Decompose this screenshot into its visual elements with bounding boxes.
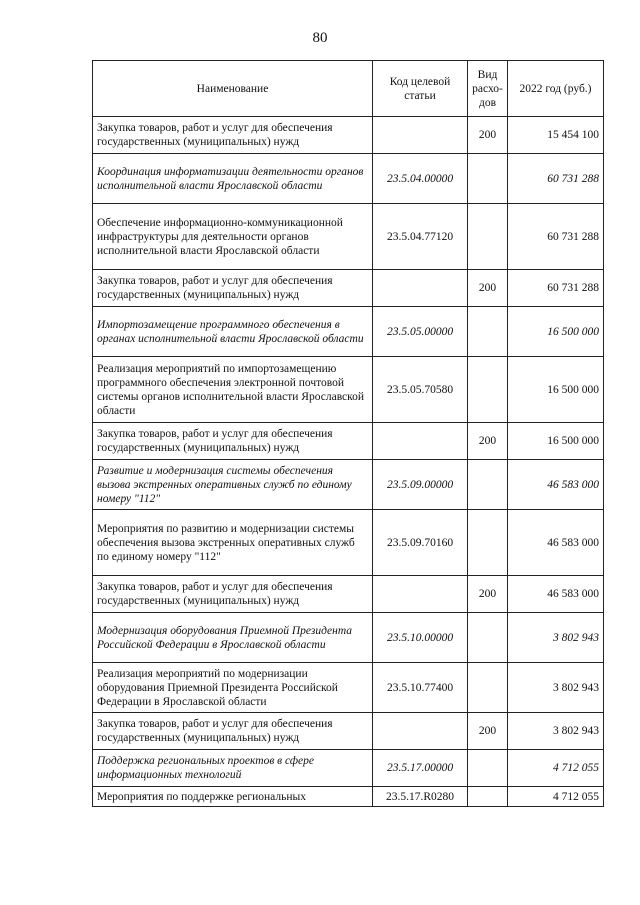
- table-row: [93, 307, 604, 357]
- row-code-cell: 23.5.10.77400: [373, 663, 468, 713]
- row-amount-cell: 16 500 000: [508, 307, 604, 357]
- table-row: [93, 750, 604, 787]
- row-type-cell: 200: [468, 576, 508, 613]
- table-row: [93, 423, 604, 460]
- row-type-cell: [468, 307, 508, 357]
- row-type-cell: 200: [468, 713, 508, 750]
- row-type-cell: [468, 510, 508, 576]
- row-type-cell: 200: [468, 117, 508, 154]
- row-code-cell: 23.5.09.70160: [373, 510, 468, 576]
- row-code-cell: 23.5.05.00000: [373, 307, 468, 357]
- row-amount-cell: 4 712 055: [508, 787, 604, 807]
- row-amount-cell: 3 802 943: [508, 663, 604, 713]
- row-code-cell: 23.5.04.00000: [373, 154, 468, 204]
- table-row: [93, 357, 604, 423]
- row-code-cell: 23.5.05.70580: [373, 357, 468, 423]
- row-name-cell: Реализация мероприятий по импортозамещению программного обеспечения электронной почтовой системы органов исполнительной власти Ярославской области: [93, 357, 373, 423]
- row-name-cell: Обеспечение информационно-коммуникационной инфраструктуры для деятельности органов исполнительной власти Ярославской области: [93, 204, 373, 270]
- table-row: [93, 117, 604, 154]
- row-name-cell: Закупка товаров, работ и услуг для обеспечения государственных (муниципальных) нужд: [93, 423, 373, 460]
- row-amount-cell: 46 583 000: [508, 576, 604, 613]
- row-type-cell: 200: [468, 270, 508, 307]
- row-name-cell: Реализация мероприятий по модернизации оборудования Приемной Президента Российской Федерации в Ярославской области: [93, 663, 373, 713]
- table-row: [93, 460, 604, 510]
- row-type-cell: [468, 154, 508, 204]
- row-code-cell: [373, 270, 468, 307]
- row-amount-cell: 46 583 000: [508, 460, 604, 510]
- row-code-cell: 23.5.04.77120: [373, 204, 468, 270]
- row-type-cell: 200: [468, 423, 508, 460]
- header-code: Код целевой статьи: [373, 61, 468, 117]
- row-amount-cell: 16 500 000: [508, 423, 604, 460]
- row-name-cell: Развитие и модернизация системы обеспечения вызова экстренных оперативных служб по единому номеру "112": [93, 460, 373, 510]
- row-code-cell: [373, 423, 468, 460]
- row-type-cell: [468, 750, 508, 787]
- row-amount-cell: 60 731 288: [508, 154, 604, 204]
- row-type-cell: [468, 787, 508, 807]
- table-row: [93, 787, 604, 807]
- row-type-cell: [468, 663, 508, 713]
- row-amount-cell: 16 500 000: [508, 357, 604, 423]
- row-amount-cell: 3 802 943: [508, 713, 604, 750]
- row-code-cell: 23.5.10.00000: [373, 613, 468, 663]
- row-code-cell: 23.5.17.R0280: [373, 787, 468, 807]
- row-name-cell: Закупка товаров, работ и услуг для обеспечения государственных (муниципальных) нужд: [93, 713, 373, 750]
- table-row: [93, 713, 604, 750]
- row-code-cell: 23.5.17.00000: [373, 750, 468, 787]
- row-code-cell: [373, 713, 468, 750]
- budget-table: [92, 60, 604, 807]
- table-header-row: [93, 61, 604, 117]
- table-row: [93, 576, 604, 613]
- row-type-cell: [468, 613, 508, 663]
- row-name-cell: Закупка товаров, работ и услуг для обеспечения государственных (муниципальных) нужд: [93, 576, 373, 613]
- row-name-cell: Координация информатизации деятельности органов исполнительной власти Ярославской области: [93, 154, 373, 204]
- row-amount-cell: 60 731 288: [508, 270, 604, 307]
- header-name: Наименование: [93, 61, 373, 117]
- row-code-cell: [373, 576, 468, 613]
- row-amount-cell: 15 454 100: [508, 117, 604, 154]
- row-type-cell: [468, 357, 508, 423]
- row-amount-cell: 4 712 055: [508, 750, 604, 787]
- row-type-cell: [468, 204, 508, 270]
- row-name-cell: Мероприятия по развитию и модернизации системы обеспечения вызова экстренных оперативных служб по единому номеру "112": [93, 510, 373, 576]
- row-name-cell: Поддержка региональных проектов в сфере информационных технологий: [93, 750, 373, 787]
- table-body: [93, 117, 604, 807]
- table-row: [93, 270, 604, 307]
- row-name-cell: Модернизация оборудования Приемной Президента Российской Федерации в Ярославской области: [93, 613, 373, 663]
- table-row: [93, 204, 604, 270]
- row-code-cell: 23.5.09.00000: [373, 460, 468, 510]
- table-row: [93, 510, 604, 576]
- table-row: [93, 154, 604, 204]
- page-number: 80: [312, 30, 328, 46]
- row-name-cell: Мероприятия по поддержке региональных: [93, 787, 373, 807]
- header-type: Вид расхо-дов: [468, 61, 508, 117]
- row-amount-cell: 3 802 943: [508, 613, 604, 663]
- row-amount-cell: 46 583 000: [508, 510, 604, 576]
- header-amount: 2022 год (руб.): [508, 61, 604, 117]
- row-code-cell: [373, 117, 468, 154]
- table-row: [93, 663, 604, 713]
- row-name-cell: Закупка товаров, работ и услуг для обеспечения государственных (муниципальных) нужд: [93, 117, 373, 154]
- table-row: [93, 613, 604, 663]
- row-amount-cell: 60 731 288: [508, 204, 604, 270]
- row-name-cell: Закупка товаров, работ и услуг для обеспечения государственных (муниципальных) нужд: [93, 270, 373, 307]
- row-name-cell: Импортозамещение программного обеспечения в органах исполнительной власти Ярославской области: [93, 307, 373, 357]
- row-type-cell: [468, 460, 508, 510]
